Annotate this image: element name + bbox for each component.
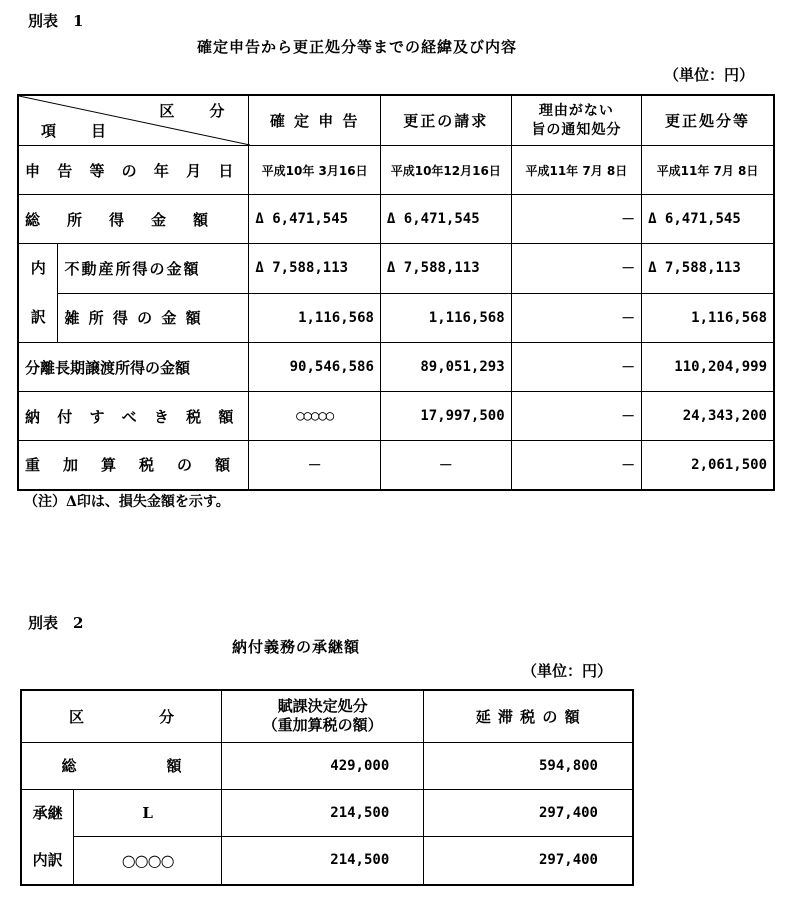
cell: 平成11年 7月 8日 <box>642 146 774 195</box>
header-kakutei: 確 定 申 告 <box>249 95 381 146</box>
cell: － <box>380 441 511 490</box>
table-row <box>18 146 774 195</box>
cell: 24,343,200 <box>642 392 774 441</box>
sheet2-label: 別表 2 <box>28 614 84 632</box>
total-label: 総 額 <box>21 742 221 789</box>
cell: 594,800 <box>424 742 633 789</box>
row-label: 分離長期譲渡所得の金額 <box>18 343 249 392</box>
cell: － <box>511 195 641 244</box>
cell: 1,116,568 <box>249 293 381 343</box>
header-kosei-shobun: 更正処分等 <box>642 95 774 146</box>
row-label: 不動産所得の金額 <box>58 244 249 294</box>
header-fuka-line1: 賦課決定処分 <box>277 697 368 716</box>
table-row <box>18 293 774 343</box>
sheet2-unit: （単位：円） <box>522 662 613 680</box>
cell: Δ 6,471,545 <box>249 195 381 244</box>
cell: 110,204,999 <box>642 343 774 392</box>
cell: － <box>249 441 381 490</box>
header-fuka-line2: （重加算税の額） <box>262 716 383 735</box>
row-label: 総 所 得 金 額 <box>18 195 249 244</box>
table-row <box>18 195 774 244</box>
cell: 214,500 <box>221 837 423 885</box>
cell: 89,051,293 <box>380 343 511 392</box>
cell: 214,500 <box>221 789 423 837</box>
cell: Δ 7,588,113 <box>380 244 511 294</box>
sheet1-table <box>17 94 775 491</box>
cell: 平成11年 7月 8日 <box>511 146 641 195</box>
cell: Δ 6,471,545 <box>380 195 511 244</box>
header-entai: 延 滞 税 の 額 <box>424 690 633 742</box>
sheet1-unit: （単位：円） <box>664 66 755 84</box>
table-row <box>18 392 774 441</box>
heir-name: L <box>74 789 222 837</box>
cell: 1,116,568 <box>380 293 511 343</box>
cell: － <box>511 441 641 490</box>
cell: 429,000 <box>221 742 423 789</box>
sheet2-header-row <box>21 690 633 742</box>
row-label: 申 告 等 の 年 月 日 <box>18 146 249 195</box>
header-tsuchi-line1: 理由がない <box>538 102 614 119</box>
sheet1-note: （注）Δ印は、損失金額を示す。 <box>24 494 230 510</box>
shokei-2: 内訳 <box>32 850 63 869</box>
cell: － <box>511 392 641 441</box>
table-row <box>21 837 633 885</box>
cell: Δ 7,588,113 <box>249 244 381 294</box>
cell: 平成10年12月16日 <box>380 146 511 195</box>
table-row <box>21 742 633 789</box>
cell: 1,116,568 <box>642 293 774 343</box>
cell: 平成10年 3月16日 <box>249 146 381 195</box>
header-kubun: 区 分 <box>159 102 235 120</box>
header-kubun: 区 分 <box>21 690 221 742</box>
sheet1-header-row <box>18 95 774 146</box>
sheet1-label: 別表 1 <box>28 12 84 30</box>
cell: 17,997,500 <box>380 392 511 441</box>
heir-name: ○○○○ <box>74 837 222 885</box>
uchiwake-2: 訳 <box>30 308 46 326</box>
sheet2-title: 納付義務の承継額 <box>232 638 361 656</box>
table-row <box>21 789 633 837</box>
shokei-cell <box>21 789 74 885</box>
cell: － <box>511 293 641 343</box>
cell: ○○○○○ <box>249 392 381 441</box>
header-tsuchi <box>511 95 641 146</box>
cell: 297,400 <box>424 789 633 837</box>
table-row <box>18 244 774 294</box>
header-tsuchi-line2: 旨の通知処分 <box>531 121 622 138</box>
shokei-1: 承継 <box>32 803 63 822</box>
cell: 90,546,586 <box>249 343 381 392</box>
uchiwake-cell <box>18 244 58 343</box>
uchiwake-1: 内 <box>30 259 46 277</box>
cell: 2,061,500 <box>642 441 774 490</box>
cell: － <box>511 343 641 392</box>
cell: Δ 6,471,545 <box>642 195 774 244</box>
header-diagonal-cell <box>18 95 249 146</box>
row-label: 雑 所 得 の 金 額 <box>58 293 249 343</box>
table-row <box>18 441 774 490</box>
header-fuka <box>221 690 423 742</box>
sheet2-table <box>20 689 634 886</box>
header-komoku: 項 目 <box>41 122 117 140</box>
table-row <box>18 343 774 392</box>
cell: Δ 7,588,113 <box>642 244 774 294</box>
row-label: 重 加 算 税 の 額 <box>18 441 249 490</box>
cell: － <box>511 244 641 294</box>
sheet1-title: 確定申告から更正処分等までの経緯及び内容 <box>197 38 518 56</box>
cell: 297,400 <box>424 837 633 885</box>
header-kosei-seikyu: 更正の請求 <box>380 95 511 146</box>
row-label: 納 付 す べ き 税 額 <box>18 392 249 441</box>
